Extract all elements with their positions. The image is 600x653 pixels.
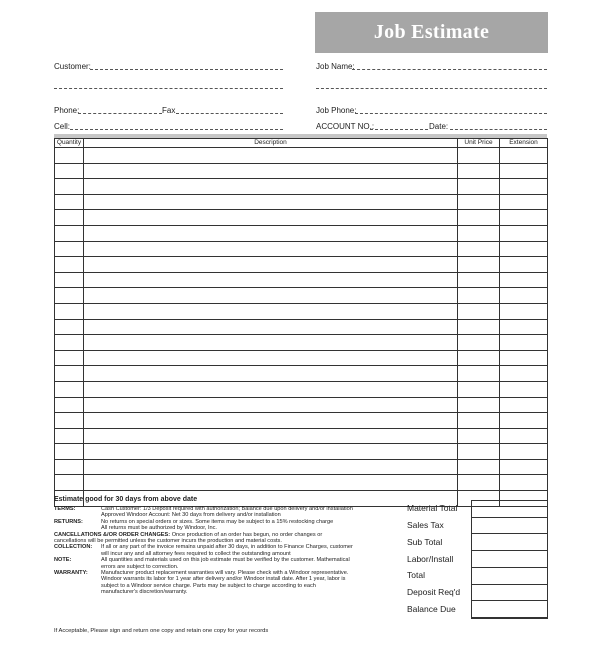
- terms-text: Manufacturer product replacement warranties will vary. Please check with a Windoor representative.: [101, 570, 349, 577]
- extension-cell[interactable]: [500, 319, 548, 335]
- description-cell[interactable]: [84, 179, 458, 195]
- extension-cell[interactable]: [500, 194, 548, 210]
- quantity-cell[interactable]: [55, 179, 84, 195]
- description-cell[interactable]: [84, 397, 458, 413]
- terms-row: [54, 544, 396, 550]
- summary-label: Sales Tax: [407, 520, 444, 531]
- description-cell[interactable]: [84, 428, 458, 444]
- terms-text: Cash Customer: 1/3 Deposit required with authorization; Balance due upon delivery and/or installation: [101, 506, 353, 512]
- summary-amount-field[interactable]: [471, 517, 548, 535]
- quantity-cell[interactable]: [55, 163, 84, 179]
- quantity-cell[interactable]: [55, 303, 84, 319]
- summary-amount-field[interactable]: [471, 600, 548, 618]
- terms-key: WARRANTY:: [54, 570, 88, 577]
- terms-text: No returns on special orders or sizes. Some items may be subject to a 15% restocking charge: [101, 518, 334, 525]
- quantity-cell[interactable]: [55, 210, 84, 226]
- column-header-unit-price: Unit Price: [458, 139, 500, 148]
- summary-label: Total: [407, 570, 425, 581]
- unit-price-cell[interactable]: [458, 381, 500, 397]
- quantity-cell[interactable]: [55, 350, 84, 366]
- table-row: [55, 241, 548, 257]
- unit-price-cell[interactable]: [458, 303, 500, 319]
- column-header-description: Description: [84, 139, 458, 148]
- quantity-cell[interactable]: [55, 319, 84, 335]
- description-cell[interactable]: [84, 288, 458, 304]
- extension-cell[interactable]: [500, 381, 548, 397]
- unit-price-cell[interactable]: [458, 397, 500, 413]
- description-cell[interactable]: [84, 350, 458, 366]
- quantity-cell[interactable]: [55, 475, 84, 491]
- extension-cell[interactable]: [500, 257, 548, 273]
- description-cell[interactable]: [84, 194, 458, 210]
- extension-cell[interactable]: [500, 225, 548, 241]
- extension-cell[interactable]: [500, 303, 548, 319]
- quantity-cell[interactable]: [55, 444, 84, 460]
- quantity-cell[interactable]: [55, 397, 84, 413]
- account-field[interactable]: [370, 129, 428, 130]
- description-cell[interactable]: [84, 257, 458, 273]
- quantity-cell[interactable]: [55, 288, 84, 304]
- table-row: [55, 272, 548, 288]
- account-label: ACCOUNT NO.:: [316, 122, 375, 131]
- quantity-cell[interactable]: [55, 366, 84, 382]
- job-name-label: Job Name:: [316, 62, 355, 71]
- table-row: [55, 319, 548, 335]
- description-cell[interactable]: [84, 444, 458, 460]
- summary-amount-field[interactable]: [471, 567, 548, 585]
- unit-price-cell[interactable]: [458, 428, 500, 444]
- line-items-table: [54, 138, 548, 507]
- extension-cell[interactable]: [500, 148, 548, 164]
- unit-price-cell[interactable]: [458, 179, 500, 195]
- footer-note: If Acceptable, Please sign and return one copy and retain one copy for your records: [54, 628, 269, 634]
- terms-text: manufacturer's discretion/warranty.: [101, 589, 188, 596]
- terms-text: cancellations will be permitted unless the customer incurs the production and material costs.: [54, 538, 282, 545]
- terms-key: TERMS:: [54, 506, 76, 512]
- cell-label: Cell:: [54, 122, 71, 131]
- unit-price-cell[interactable]: [458, 444, 500, 460]
- page-title: Job Estimate: [315, 12, 548, 53]
- unit-price-cell[interactable]: [458, 194, 500, 210]
- quantity-cell[interactable]: [55, 459, 84, 475]
- extension-cell[interactable]: [500, 428, 548, 444]
- column-header-quantity: Quantity: [55, 139, 84, 148]
- terms-text: Windoor warrants its labor for 1 year after delivery and/or Windoor install date. After 1 year, labor is: [101, 576, 346, 583]
- job-name-field-line-2[interactable]: [316, 88, 547, 89]
- unit-price-cell[interactable]: [458, 366, 500, 382]
- job-phone-label: Job Phone:: [316, 106, 357, 115]
- unit-price-cell[interactable]: [458, 319, 500, 335]
- extension-cell[interactable]: [500, 288, 548, 304]
- customer-field-line-2[interactable]: [54, 88, 283, 89]
- terms-text: will incur any and all attorney fees required to collect the outstanding amount: [101, 550, 291, 557]
- table-row: [55, 459, 548, 475]
- extension-cell[interactable]: [500, 335, 548, 351]
- terms-text: All returns must be authorized by Windoor, Inc.: [101, 525, 217, 532]
- summary-label: Sub Total: [407, 536, 443, 547]
- description-cell[interactable]: [84, 459, 458, 475]
- terms-block: [54, 506, 396, 596]
- quantity-cell[interactable]: [55, 272, 84, 288]
- date-field[interactable]: [450, 129, 547, 130]
- table-row: [55, 397, 548, 413]
- description-cell[interactable]: [84, 163, 458, 179]
- description-cell[interactable]: [84, 225, 458, 241]
- quantity-cell[interactable]: [55, 381, 84, 397]
- extension-cell[interactable]: [500, 459, 548, 475]
- unit-price-cell[interactable]: [458, 459, 500, 475]
- terms-row: [54, 557, 396, 563]
- extension-cell[interactable]: [500, 241, 548, 257]
- phone-field[interactable]: [78, 113, 162, 114]
- unit-price-cell[interactable]: [458, 257, 500, 273]
- terms-text: If all or any part of the invoice remains unpaid after 30 days, in addition to Finance Charges, customer: [101, 544, 353, 551]
- estimate-validity-note: Estimate good for 30 days from above date: [54, 496, 198, 503]
- table-row: [55, 194, 548, 210]
- unit-price-cell[interactable]: [458, 241, 500, 257]
- terms-text: Once production of an order has begun, no order changes or: [171, 531, 323, 538]
- table-row: [55, 366, 548, 382]
- table-row: [55, 303, 548, 319]
- table-row: [55, 210, 548, 226]
- description-cell[interactable]: [84, 319, 458, 335]
- description-cell[interactable]: [84, 241, 458, 257]
- table-row: [55, 381, 548, 397]
- terms-text: All quantities and materials used on this job estimate must be verified by the customer. Mathematical: [101, 557, 350, 564]
- extension-cell[interactable]: [500, 179, 548, 195]
- terms-key: RETURNS:: [54, 518, 83, 525]
- extension-cell[interactable]: [500, 210, 548, 226]
- terms-text: errors are subject to correction.: [101, 563, 179, 570]
- job-name-field[interactable]: [352, 69, 547, 70]
- unit-price-cell[interactable]: [458, 163, 500, 179]
- quantity-cell[interactable]: [55, 335, 84, 351]
- terms-text: subject to a Windoor service charge. Parts may be subject to charge according to each: [101, 582, 316, 589]
- extension-cell[interactable]: [500, 350, 548, 366]
- unit-price-cell[interactable]: [458, 413, 500, 429]
- unit-price-cell[interactable]: [458, 475, 500, 491]
- description-cell[interactable]: [84, 210, 458, 226]
- table-row: [55, 428, 548, 444]
- quantity-cell[interactable]: [55, 257, 84, 273]
- description-cell[interactable]: [84, 335, 458, 351]
- terms-key: NOTE:: [54, 557, 72, 564]
- unit-price-cell[interactable]: [458, 210, 500, 226]
- table-row: [55, 179, 548, 195]
- quantity-cell[interactable]: [55, 148, 84, 164]
- table-row: [55, 350, 548, 366]
- extension-cell[interactable]: [500, 397, 548, 413]
- description-cell[interactable]: [84, 148, 458, 164]
- customer-label: Customer:: [54, 62, 91, 71]
- extension-cell[interactable]: [500, 444, 548, 460]
- unit-price-cell[interactable]: [458, 335, 500, 351]
- description-cell[interactable]: [84, 303, 458, 319]
- summary-amount-field[interactable]: [471, 500, 548, 518]
- table-row: [55, 148, 548, 164]
- extension-cell[interactable]: [500, 272, 548, 288]
- table-row: [55, 257, 548, 273]
- description-cell[interactable]: [84, 272, 458, 288]
- description-cell[interactable]: [84, 366, 458, 382]
- summary-amount-field[interactable]: [471, 550, 548, 568]
- quantity-cell[interactable]: [55, 194, 84, 210]
- extension-cell[interactable]: [500, 366, 548, 382]
- extension-cell[interactable]: [500, 475, 548, 491]
- fax-label: Fax: [162, 106, 176, 115]
- terms-key: CANCELLATIONS &/OR ORDER CHANGES:: [54, 531, 171, 538]
- summary-label: Balance Due: [407, 603, 456, 614]
- fax-field[interactable]: [176, 113, 283, 114]
- description-cell[interactable]: [84, 381, 458, 397]
- terms-key: COLLECTION:: [54, 544, 93, 551]
- date-label: Date:: [429, 122, 449, 131]
- customer-field[interactable]: [90, 69, 283, 70]
- phone-label: Phone:: [54, 106, 80, 115]
- table-row: [55, 475, 548, 491]
- table-header-row: [55, 139, 548, 148]
- unit-price-cell[interactable]: [458, 225, 500, 241]
- table-row: [55, 413, 548, 429]
- quantity-cell[interactable]: [55, 241, 84, 257]
- column-header-extension: Extension: [500, 139, 548, 148]
- description-cell[interactable]: [84, 475, 458, 491]
- quantity-cell[interactable]: [55, 413, 84, 429]
- cell-field[interactable]: [70, 129, 283, 130]
- unit-price-cell[interactable]: [458, 350, 500, 366]
- table-row: [55, 335, 548, 351]
- unit-price-cell[interactable]: [458, 148, 500, 164]
- job-phone-field[interactable]: [355, 113, 547, 114]
- summary-label: Material Total: [407, 503, 458, 514]
- unit-price-cell[interactable]: [458, 272, 500, 288]
- table-row: [55, 444, 548, 460]
- summary-label: Deposit Req'd: [407, 586, 461, 597]
- description-cell[interactable]: [84, 413, 458, 429]
- quantity-cell[interactable]: [55, 428, 84, 444]
- summary-amount-field[interactable]: [471, 533, 548, 551]
- summary-label: Labor/Install: [407, 553, 454, 564]
- extension-cell[interactable]: [500, 163, 548, 179]
- quantity-cell[interactable]: [55, 225, 84, 241]
- summary-amount-field[interactable]: [471, 584, 548, 602]
- table-row: [55, 163, 548, 179]
- table-row: [55, 288, 548, 304]
- terms-text: Approved Windoor Account: Net 30 days from delivery and/or installation: [101, 512, 281, 519]
- unit-price-cell[interactable]: [458, 288, 500, 304]
- table-row: [55, 225, 548, 241]
- extension-cell[interactable]: [500, 413, 548, 429]
